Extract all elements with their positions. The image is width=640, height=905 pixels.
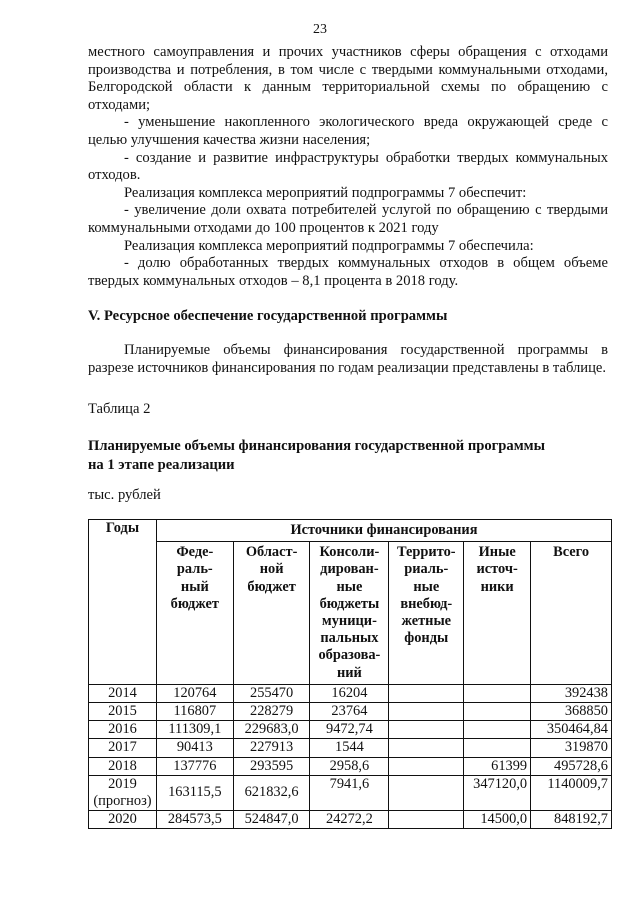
funds-cell	[389, 775, 464, 810]
year-header: Годы	[89, 520, 157, 685]
paragraph: - создание и развитие инфраструктуры обработки твердых коммунальных отходов.	[88, 149, 608, 184]
other-cell	[464, 721, 531, 739]
total-cell: 319870	[531, 739, 612, 757]
column-header-funds	[389, 542, 464, 685]
paragraph: - увеличение доли охвата потребителей услугой по обращению с твердыми коммунальными отходами до 100 процентов к 2021 году	[88, 202, 608, 236]
year-cell: 2017	[89, 739, 157, 757]
table-row	[89, 684, 612, 702]
table-body	[89, 684, 612, 829]
funds-cell	[389, 811, 464, 829]
column-header-label: Всего	[553, 544, 590, 561]
regional-cell: 621832,6	[233, 775, 310, 810]
total-cell: 848192,7	[531, 811, 612, 829]
sources-header: Источники финансирования	[156, 520, 611, 542]
paragraph: - долю обработанных твердых коммунальных отходов в общем объеме твердых коммунальных отходов – 8,1 процента в 2018 году.	[88, 255, 608, 289]
funds-cell	[389, 721, 464, 739]
year-cell: 2014	[89, 684, 157, 702]
federal-cell: 111309,1	[156, 721, 233, 739]
federal-cell: 137776	[156, 757, 233, 775]
total-cell: 368850	[531, 703, 612, 721]
total-cell: 495728,6	[531, 757, 612, 775]
regional-cell: 227913	[233, 739, 310, 757]
other-cell: 14500,0	[464, 811, 531, 829]
other-cell: 61399	[464, 757, 531, 775]
column-header-total	[531, 542, 612, 685]
municipal-cell: 24272,2	[310, 811, 389, 829]
total-cell: 392438	[531, 684, 612, 702]
financing-table	[88, 519, 612, 829]
other-cell	[464, 684, 531, 702]
table-label: Таблица 2	[88, 401, 151, 418]
page-number: 23	[313, 22, 327, 37]
year-cell: 2016	[89, 721, 157, 739]
paragraph: Реализация комплекса мероприятий подпрограммы 7 обеспечит:	[124, 184, 527, 201]
table-row	[89, 811, 612, 829]
federal-cell: 163115,5	[156, 775, 233, 810]
column-header-label: Феде- раль- ный бюджет	[170, 544, 220, 612]
municipal-cell: 9472,74	[310, 721, 389, 739]
other-cell	[464, 739, 531, 757]
table-title-line1: Планируемые объемы финансирования государственной программы	[88, 437, 545, 454]
other-cell: 347120,0	[464, 775, 531, 810]
regional-cell: 229683,0	[233, 721, 310, 739]
table-row	[89, 757, 612, 775]
document-body	[88, 44, 608, 504]
column-header-label: Иные источ- ники	[476, 544, 518, 595]
municipal-cell: 1544	[310, 739, 389, 757]
funds-cell	[389, 684, 464, 702]
year-cell: 2015	[89, 703, 157, 721]
federal-cell: 284573,5	[156, 811, 233, 829]
federal-cell: 90413	[156, 739, 233, 757]
column-header-regional	[233, 542, 310, 685]
funds-cell	[389, 703, 464, 721]
total-cell: 350464,84	[531, 721, 612, 739]
funds-cell	[389, 757, 464, 775]
year-cell: 2020	[89, 811, 157, 829]
column-header-federal	[156, 542, 233, 685]
regional-cell: 524847,0	[233, 811, 310, 829]
year-cell: 2018	[89, 757, 157, 775]
municipal-cell: 23764	[310, 703, 389, 721]
funds-cell	[389, 739, 464, 757]
table-row	[89, 721, 612, 739]
year-cell: 2019 (прогноз)	[89, 775, 157, 810]
table-title	[88, 437, 608, 475]
column-header-label: Консоли- дирован- ные бюджеты муници- пальных образова- ний	[318, 544, 381, 681]
other-cell	[464, 703, 531, 721]
table-title-line2: на 1 этапе реализации	[88, 456, 235, 473]
regional-cell: 293595	[233, 757, 310, 775]
municipal-cell: 2958,6	[310, 757, 389, 775]
federal-cell: 120764	[156, 684, 233, 702]
table-row	[89, 703, 612, 721]
column-header-other	[464, 542, 531, 685]
table-row	[89, 775, 612, 810]
table-row	[89, 739, 612, 757]
paragraph: - уменьшение накопленного экологического вреда окружающей среде с целью улучшения качества жизни населения;	[88, 114, 608, 148]
regional-cell: 255470	[233, 684, 310, 702]
column-header-municipal	[310, 542, 389, 685]
paragraph: местного самоуправления и прочих участников сферы обращения с отходами производства и потребления, в том числе с твердыми коммунальными отходами, Белгородской области к данным территориальной схемы по обращению с отходами;	[88, 44, 608, 113]
section-paragraph: Планируемые объемы финансирования государственной программы в разрезе источников финансирования по годам реализации представлены в таблице.	[88, 341, 608, 376]
total-cell: 1140009,7	[531, 775, 612, 810]
units-label: тыс. рублей	[88, 486, 161, 503]
municipal-cell: 16204	[310, 684, 389, 702]
paragraph: Реализация комплекса мероприятий подпрограммы 7 обеспечила:	[124, 237, 534, 254]
federal-cell: 116807	[156, 703, 233, 721]
municipal-cell: 7941,6	[310, 775, 389, 810]
column-header-label: Област- ной бюджет	[245, 544, 298, 595]
column-header-label: Террито- риаль- ные внебюд- жетные фонды	[396, 544, 456, 647]
section-heading: V. Ресурсное обеспечение государственной программы	[88, 308, 448, 325]
regional-cell: 228279	[233, 703, 310, 721]
